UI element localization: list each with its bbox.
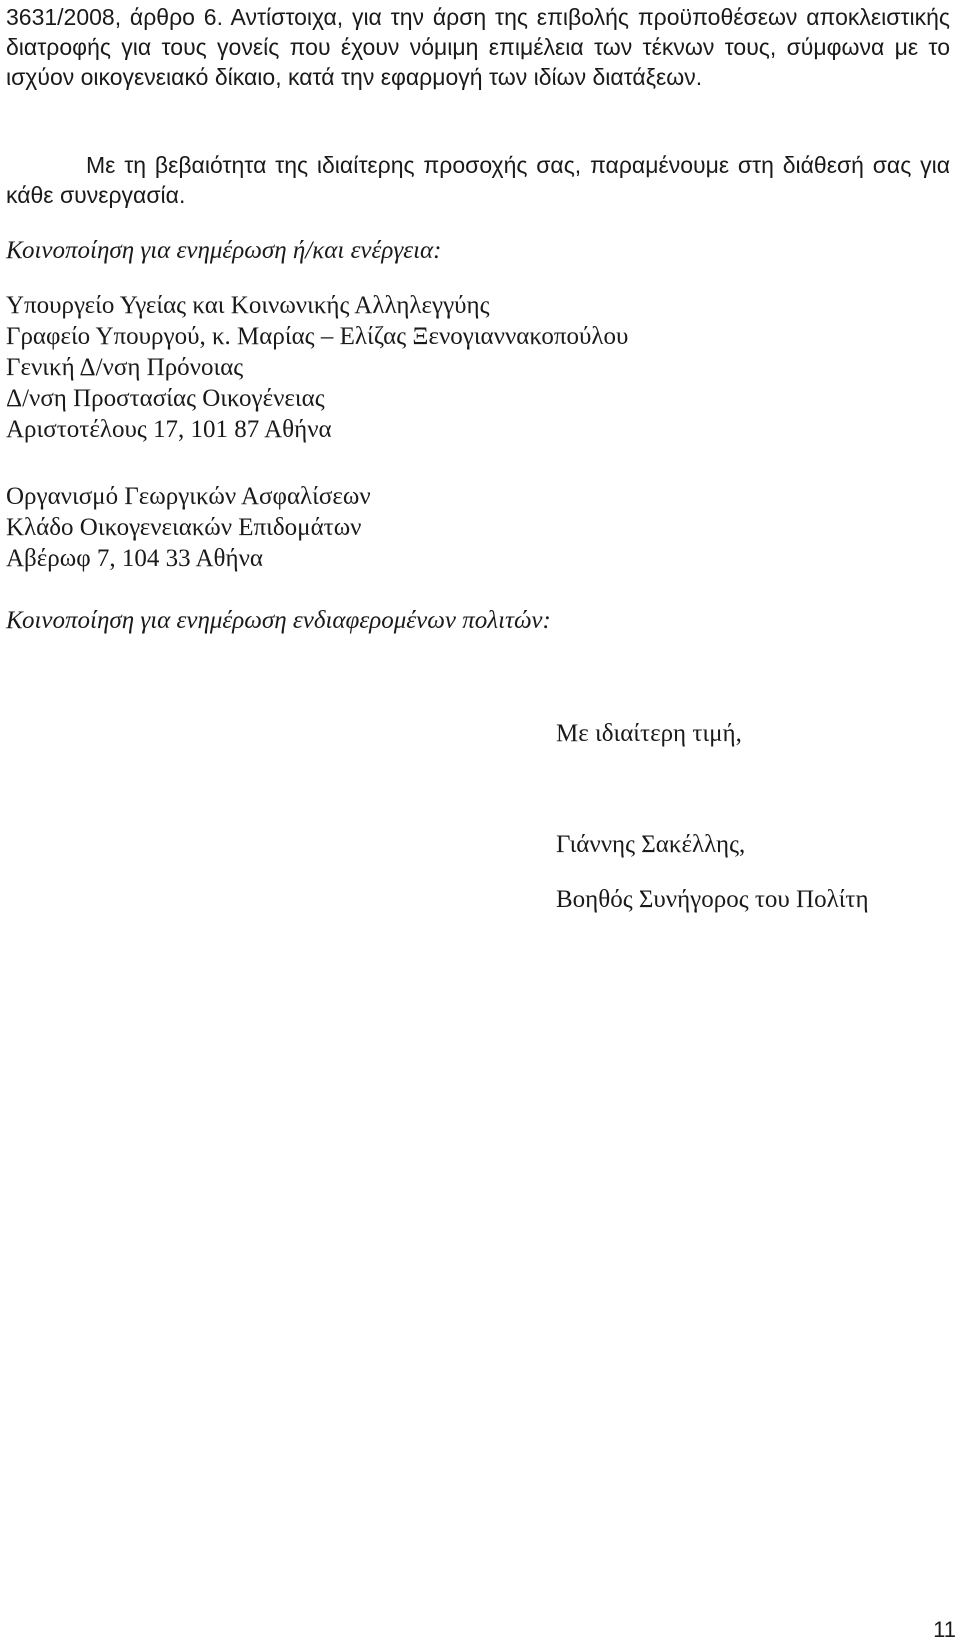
recipient-line: Αβέρωφ 7, 104 33 Αθήνα	[6, 545, 264, 572]
page-number: 11	[933, 1617, 956, 1642]
signatory-name: Γιάννης Σακέλλης,	[556, 831, 746, 858]
recipient-line: Αριστοτέλους 17, 101 87 Αθήνα	[6, 416, 332, 443]
recipient-line: Κλάδο Οικογενειακών Επιδομάτων	[6, 514, 362, 541]
closing-paragraph: 3631/2008, άρθρο 6. Αντίστοιχα, για την άρση της επιβολής προϋποθέσεων αποκλειστικής διατροφής για τους γονείς που έχουν νόμιμη επιμέλεια των τέκνων τους, σύμφωνα με το ισχύον οικογενειακό δίκαιο, κατά την εφαρμογή των ιδίων διατάξεων.	[6, 4, 950, 90]
recipient-line: Γραφείο Υπουργού, κ. Μαρίας – Ελίζας Ξενογιαννακοπούλου	[6, 323, 629, 350]
citizens-notification-heading: Κοινοποίηση για ενημέρωση ενδιαφερομένων πολιτών:	[6, 607, 551, 634]
recipient-line: Οργανισμό Γεωργικών Ασφαλίσεων	[6, 483, 371, 510]
sign-off-greeting: Με ιδιαίτερη τιμή,	[556, 720, 742, 747]
recipient-line: Υπουργείο Υγείας και Κοινωνικής Αλληλεγγύης	[6, 292, 490, 319]
signatory-title: Βοηθός Συνήγορος του Πολίτη	[556, 886, 869, 913]
recipient-block-ministry	[6, 290, 950, 445]
recipient-line: Γενική Δ/νση Πρόνοιας	[6, 354, 244, 381]
cooperation-paragraph: Με τη βεβαιότητα της ιδιαίτερης προσοχής σας, παραμένουμε στη διάθεσή σας για κάθε συνεργασία.	[6, 152, 950, 208]
notification-heading: Κοινοποίηση για ενημέρωση ή/και ενέργεια:	[6, 237, 442, 264]
recipient-block-oga	[6, 481, 950, 574]
recipient-line: Δ/νση Προστασίας Οικογένειας	[6, 385, 325, 412]
